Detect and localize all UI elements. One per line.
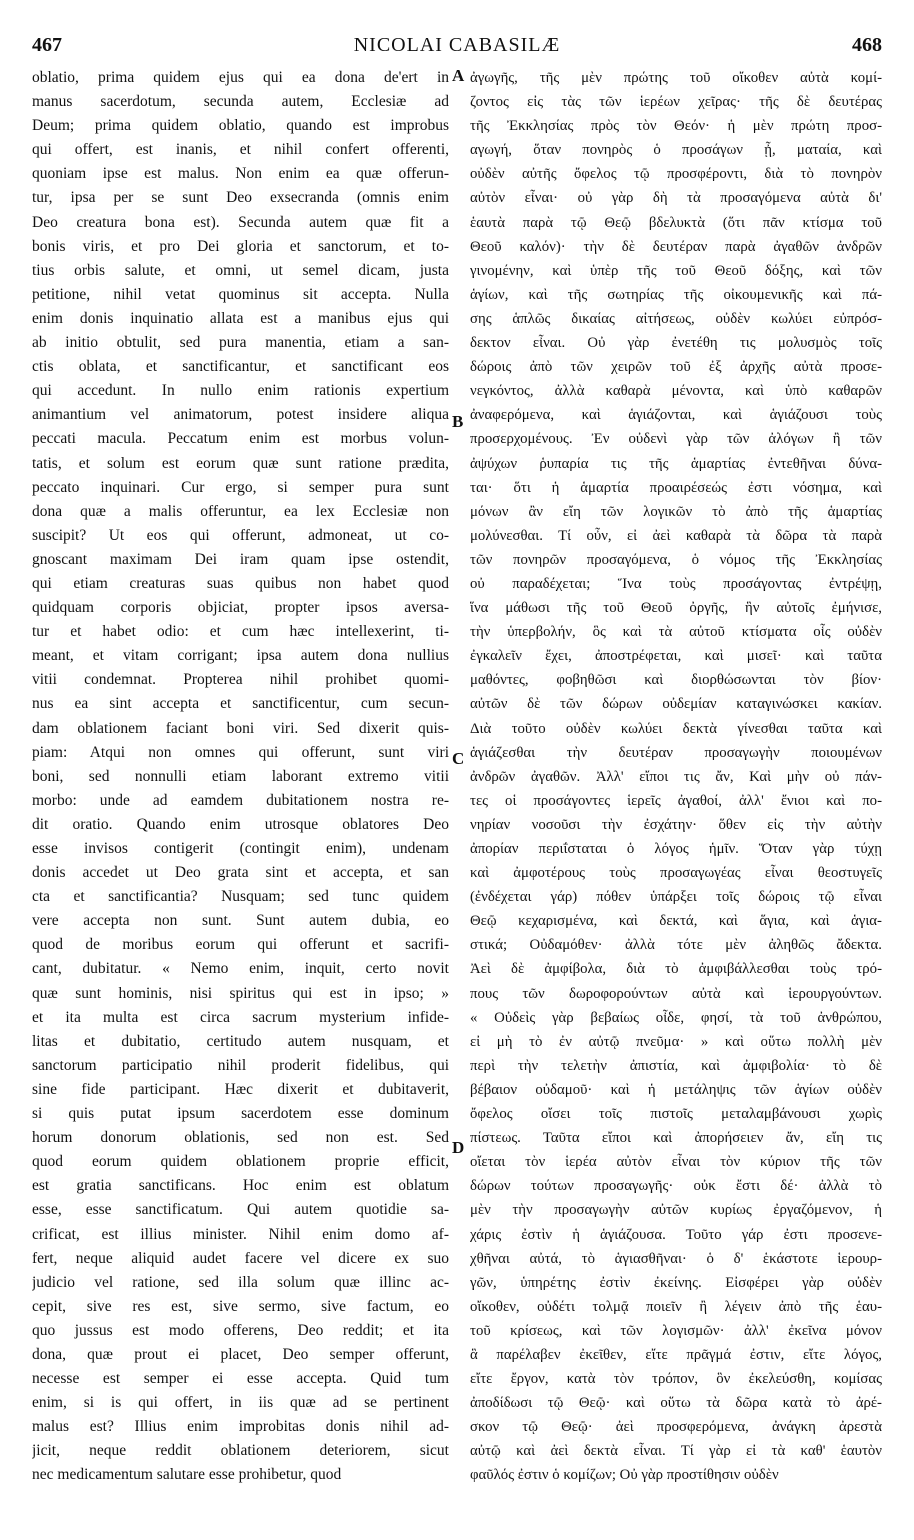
- text-line: vitii condemnat. Propterea nihil prohibet quomi-: [32, 671, 449, 689]
- text-line: oblatio, prima quidem ejus qui ea dona de'ert in: [32, 69, 449, 86]
- text-line: sanctorum participatio nihil proderit fidelibus, qui: [32, 1056, 449, 1074]
- text-line: σης ἁπλῶς δικαίας αἰτήσεως, οὐδὲν κωλύει εὐπρόσ-: [470, 310, 882, 327]
- text-line: νηρίαν νοσοῦσι τὴν ἐσχάτην· ὅθεν εἰς τὴν αὐτὴν: [470, 816, 882, 833]
- text-line: horum donorum oblationis, sed non est. Sed: [32, 1129, 449, 1147]
- greek-column: [470, 66, 882, 1488]
- text-line: ἑαυτὰ παρὰ τῷ Θεῷ βδελυκτὰ (ὅτι πᾶν κτίσμα τοῦ: [470, 214, 882, 231]
- text-line: si quis putat ipsum sacerdotem esse dominum: [32, 1105, 449, 1123]
- text-line: vere accepta non sunt. Sunt autem dubia, eo: [32, 912, 449, 930]
- text-line: ἀγωγῆς, τῆς μὲν πρώτης τοῦ οἴκοθεν αὐτὰ κομί-: [470, 70, 882, 86]
- text-line: ἃ παρέλαβεν ἐκεῖθεν, εἴτε πρᾶγμά ἐστιν, εἴτε λόγος,: [470, 1346, 882, 1363]
- text-line: malus est? Illius enim improbitas donis nihil ad-: [32, 1418, 449, 1436]
- text-line: τοῦ κρίσεως, καὶ τῶν λογισμῶν· ἀλλ' ἐκεῖνα μόνον: [470, 1322, 882, 1339]
- text-line: ζοντος εἰς τὰς τῶν ἱερέων χεῖρας· τῆς δὲ δευτέρας: [470, 94, 882, 111]
- text-line: αγωγή, ὅταν πονηρὸς ὁ προσάγων ᾖ, ματαία, καὶ: [470, 142, 882, 159]
- text-line: αὐτῷ καὶ ἀεὶ δεκτὰ εἶναι. Τί γὰρ εἰ τὰ καθ' ἑαυτὸν: [470, 1443, 882, 1460]
- text-line: τὴν ὑπερβολήν, ὃς καὶ τὰ αὐτοῦ κτίσματα οἷς οὐδὲν: [470, 624, 882, 641]
- text-line: esse invisos contigerit (contingit enim), undenam: [32, 840, 449, 857]
- text-line: quod de moribus eorum qui offerunt et sacrifi-: [32, 936, 449, 954]
- text-line: fert, neque aliquid audet facere vel dicere ex suo: [32, 1249, 449, 1267]
- text-line: nus ea sint accepta et sanctificentur, cum secun-: [32, 695, 449, 713]
- text-line: ἀναφερόμενα, καὶ ἁγιάζονται, καὶ ἁγιάζουσι τοὺς: [470, 407, 882, 424]
- text-line: manus sacerdotum, secunda autem, Ecclesiæ ad: [32, 93, 449, 111]
- text-line: quod eorum quidem oblationem proprie efficit,: [32, 1153, 449, 1171]
- text-line: Deo creatura bona est). Secunda autem quæ fit a: [32, 213, 449, 231]
- text-line: (ἐνδέχεται γάρ) πόθεν ὑπάρξει τοῖς δώροις τῷ εἶναι: [470, 889, 882, 906]
- text-line: cant, dubitatur. « Nemo enim, inquit, certo novit: [32, 960, 449, 978]
- text-line: μὲν τὴν προσαγωγὴν αὐτῶν κυρίως ἐργαζόμενον, ἡ: [470, 1202, 882, 1219]
- text-line: enim donis inquinatio allata est a manibus ejus qui: [32, 309, 449, 327]
- text-line: crificat, est illius minister. Nihil enim domo af-: [32, 1225, 449, 1243]
- text-line: γινομένην, καὶ ὑπὲρ τῆς τοῦ Θεοῦ δόξης, καὶ τῶν: [470, 262, 882, 279]
- text-line: Θεοῦ καλόν)· τὴν δὲ δευτέραν παρὰ ἀγαθῶν ἀνδρῶν: [470, 238, 882, 255]
- text-line: εἴτε ἔργον, κατὰ τὸν τρόπον, ὃν ἐκελεύσθη, κομίσας: [470, 1371, 882, 1388]
- section-marker-b: B: [452, 412, 464, 431]
- text-line: peccati macula. Peccatum enim est morbus volun-: [32, 430, 449, 448]
- running-header: [32, 34, 882, 60]
- text-line: ἁγίων, καὶ τῆς σωτηρίας τῆς οἰκουμενικῆς καὶ πά-: [470, 286, 882, 303]
- text-line: ἀνδρῶν ἀγαθῶν. Ἀλλ' εἴποι τις ἄν, Καὶ μὴν οὐ πάν-: [470, 768, 882, 785]
- running-title: NICOLAI CABASILÆ: [353, 34, 561, 56]
- text-line: dona, quæ prout ei placet, Deo semper offerunt,: [32, 1345, 449, 1363]
- text-line: μόνων ἂν εἴη τῶν λογικῶν τὸ ἀπὸ τῆς ἁμαρτίας: [470, 503, 882, 520]
- text-line: μαθόντες, φοβηθῶσι καὶ διορθώσωνται τὸν βίον·: [470, 672, 882, 689]
- text-line: ὄφελος οἴσει τοῖς πιστοῖς μεταλαμβάνουσι χωρὶς: [470, 1106, 882, 1123]
- text-line: περὶ τὴν τελετὴν ἀπιστία, καὶ ἀμφιβολία· τὸ δὲ: [470, 1057, 882, 1074]
- text-line: πίστεως. Ταῦτα εἴποι καὶ ἀπορήσειεν ἄν, εἴη τις: [470, 1130, 882, 1147]
- text-line: καὶ ἀμφοτέρους τοὺς προσαγωγέας εἶναι θεοστυγεῖς: [470, 865, 882, 882]
- text-line: σκον τῷ Θεῷ· ἀεὶ προσφερόμενα, ἀνάγκη ἀρεστὰ: [470, 1419, 882, 1436]
- text-line: ἁγιάζεσθαι τὴν δευτέραν προσαγωγὴν ποιουμένων: [470, 744, 882, 761]
- text-line: Ἀεὶ δὲ ἀμφίβολα, διὰ τὸ ἀμφιβάλλεσθαι τοὺς τρό-: [470, 961, 882, 978]
- text-line: cta et sanctificantia? Nusquam; sed tunc quidem: [32, 888, 449, 906]
- text-line: στικά; Οὐδαμόθεν· ἀλλὰ τότε μὲν ἀληθῶς ἄδεκτα.: [470, 937, 882, 954]
- page-number-left: 467: [32, 34, 62, 56]
- text-line: προσερχομένους. Ἐν οὐδενὶ γὰρ τῶν ἀλόγων ἢ τῶν: [470, 431, 882, 448]
- text-line: petitione, nihil vetat quominus sit accepta. Nulla: [32, 285, 449, 303]
- section-marker-a: A: [452, 66, 465, 85]
- text-line: ἀποδίδωσι τῷ Θεῷ· καὶ οὕτω τὰ δῶρα κατὰ τὸ ἀρέ-: [470, 1395, 882, 1412]
- text-line: qui accedunt. In nullo enim rationis expertium: [32, 382, 449, 400]
- text-line: enim, si is qui offert, in iis quæ ad se pertinent: [32, 1394, 449, 1412]
- text-line: quidquam corporis objiciat, propter ipsos aversa-: [32, 599, 449, 617]
- text-line: nec medicamentum salutare esse prohibetur, quod: [32, 1466, 342, 1484]
- text-line: τες οἱ προσάγοντες ἱερεῖς ἀγαθοί, ἀλλ' ἔνιοι καὶ πο-: [470, 792, 882, 809]
- section-marker-c: C: [452, 749, 465, 768]
- text-line: qui etiam creaturas suas quibus non habet quod: [32, 574, 449, 592]
- text-line: « Οὐδεὶς γὰρ βεβαίως οἶδε, φησί, τὰ τοῦ ἀνθρώπου,: [470, 1009, 882, 1026]
- text-line: αὐτῶν δὲ τῶν δώρων οὐδεμίαν καταγινώσκει κακίαν.: [470, 696, 882, 713]
- text-line: χάρις ἐστὶν ἡ ἁγιάζουσα. Τοῦτο γάρ ἐστι προσενε-: [470, 1226, 882, 1243]
- text-line: tatis, et solum est eorum quæ sunt ratione prædita,: [32, 454, 449, 472]
- text-line: βέβαιον οὐδαμοῦ· καὶ ἡ μετάληψις τῶν ἁγίων οὐδὲν: [470, 1081, 882, 1098]
- text-line: φαῦλός ἐστιν ὁ κομίζων; Οὐ γὰρ προστίθησιν οὐδὲν: [470, 1467, 779, 1484]
- text-line: δώρων τούτων προσαγωγῆς· οὐκ ἔστι δέ· ἀλλὰ τὸ: [470, 1178, 882, 1195]
- text-line: Θεῷ κεχαρισμένα, καὶ δεκτά, καὶ ἅγια, καὶ ἁγια-: [470, 913, 882, 930]
- text-line: litas et dubitatio, certitudo autem nusquam, et: [32, 1032, 449, 1050]
- text-line: tur, ipsa per se sunt Deo exsecranda (omnis enim: [32, 189, 449, 207]
- text-line: οἴκοθεν, οὐδέτι τολμᾷ ποιεῖν ἢ λέγειν ἀπὸ τῆς ἑαυ-: [470, 1298, 882, 1315]
- text-line: ctis oblata, et sanctificantur, et sanctificant eos: [32, 358, 449, 376]
- latin-column: [32, 66, 449, 1488]
- text-line: qui offert, est inanis, et nihil confert offerenti,: [32, 141, 449, 159]
- text-line: donis accedet ut Deo grata sint et accepta, et san: [32, 864, 449, 882]
- text-line: necesse est semper ei esse accepta. Quid tum: [32, 1370, 449, 1388]
- text-line: εἰ μὴ τὸ ἐν αὐτῷ πνεῦμα· » καὶ οὕτω πολλὴ μὲν: [470, 1033, 882, 1050]
- text-line: judicio vel ratione, sed illa solum quæ illinc ac-: [32, 1273, 449, 1291]
- text-line: οὐ παραδέχεται; Ἵνα τοὺς προσάγοντας ἐντρέψῃ,: [470, 575, 882, 592]
- text-line: tius orbis salute, et omni, ut semel dicam, justa: [32, 261, 449, 279]
- text-line: ἀπορίαν περιΐσταται ὁ λόγος ἡμῖν. Ὅταν γὰρ τύχῃ: [470, 841, 882, 857]
- text-line: ἵνα μάθωσι τῆς τοῦ Θεοῦ ὀργῆς, ἣν αὐτοῖς ἐμήνισε,: [470, 600, 882, 617]
- text-line: boni, sed nonnulli etiam laborant extremo vitii: [32, 767, 449, 785]
- text-line: esse, esse sanctificatum. Qui autem quotidie sa-: [32, 1201, 449, 1219]
- text-line: dam oblationem faciant boni viri. Sed dixerit quis-: [32, 719, 449, 737]
- text-line: quoniam ipse est malus. Non enim ea quæ offerun-: [32, 165, 449, 183]
- text-line: ται· ὅτι ἡ ἁμαρτία προαιρέσεώς ἐστι νόσημα, καὶ: [470, 479, 882, 496]
- section-marker-d: D: [452, 1138, 465, 1157]
- text-line: jicit, neque reddit oblationem deteriorem, sicut: [32, 1442, 449, 1460]
- text-line: morbo: unde ad eamdem dubitationem nostra re-: [32, 791, 449, 809]
- text-line: τῆς Ἐκκλησίας πρὸς τὸν Θεόν· ἡ μὲν πρώτη προσ-: [470, 118, 882, 135]
- text-line: animantium vel animatorum, potest insidere aliqua: [32, 406, 449, 424]
- text-line: δεκτον εἶναι. Οὐ γὰρ ἐνετέθη τις μολυσμὸς τοῖς: [470, 335, 882, 352]
- text-line: dit oratio. Quando enim utrosque oblatores Deo: [32, 815, 449, 833]
- text-line: cepit, sive res est, sive sermo, sive factum, eo: [32, 1297, 449, 1315]
- text-line: quæ sunt hominis, nisi spiritus qui est in ipso; »: [32, 984, 449, 1002]
- text-line: meant, et vitam corrigant; ipsa autem dona nullius: [32, 647, 449, 665]
- text-line: μολύνεσθαι. Τί οὖν, εἰ ἀεὶ καθαρὰ τὰ δῶρα τὰ παρὰ: [470, 527, 882, 544]
- text-line: peccato inquinari. Cur ergo, si semper pura sunt: [32, 478, 449, 496]
- text-line: bonis viris, et pro Dei gloria et sanctorum, et to-: [32, 237, 449, 255]
- text-line: est gratia sanctificans. Hoc enim est oblatum: [32, 1177, 449, 1195]
- text-line: ἐγκαλεῖν ἔχει, ἀποστρέφεται, καὶ μισεῖ· καὶ ταῦτα: [470, 648, 882, 665]
- text-line: οὐδὲν αὐτῆς ὄφελος τῷ προσφέροντι, διὰ τὸ πονηρὸν: [470, 166, 882, 183]
- text-line: Διὰ τοῦτο οὐδὲν κωλύει δεκτὰ γίνεσθαι ταῦτα καὶ: [470, 720, 882, 737]
- page-number-right: 468: [852, 34, 882, 56]
- text-line: Deum; prima quidem oblatio, quando est improbus: [32, 117, 449, 135]
- text-line: et ita multa est circa sacrum mysterium infide-: [32, 1008, 449, 1026]
- text-line: πους τῶν δωροφορούντων αὐτὰ καὶ ἱερουργούντων.: [470, 985, 882, 1002]
- text-line: dona quæ a malis offeruntur, ea lex Ecclesiæ non: [32, 502, 449, 520]
- text-line: gnoscant maximam Dei iram quam ipse ostendit,: [32, 550, 449, 568]
- text-line: γῶν, ὑπηρέτης ἐστὶν ἐκείνης. Εἰσφέρει γὰρ οὐδὲν: [470, 1274, 882, 1291]
- text-line: δώροις ἀπὸ τῶν χειρῶν τοῦ ἐξ ἀρχῆς αὐτὰ προσε-: [470, 359, 882, 376]
- text-line: quo jussus est modo offerens, Deo reddit; et ita: [32, 1321, 449, 1339]
- text-line: οἴεται τὸν ἱερέα αὐτὸν εἶναι τὸν κύριον τῆς τῶν: [470, 1154, 882, 1171]
- text-line: αὐτὸν εἶναι· οὐ γὰρ δὴ τὰ προσαγόμενα αὐτὰ δι': [470, 190, 882, 207]
- text-line: χθῆναι αὐτά, τὸ ἁγιασθῆναι· ὁ δ' ἑκάστοτε ἱερουρ-: [470, 1250, 882, 1267]
- text-line: τῶν πονηρῶν προσαγόμενα, ὁ νόμος τῆς Ἐκκλησίας: [470, 551, 882, 568]
- text-line: νεγκόντος, ἀλλὰ καθαρὰ μένοντα, καὶ ὑπὸ καθαρῶν: [470, 383, 882, 400]
- text-line: sine fide participant. Hæc dixerit et dubitaverit,: [32, 1080, 449, 1098]
- text-line: piam: Atqui non omnes qui offerunt, sunt viri: [32, 743, 449, 761]
- text-line: tur et habet odio: et cum hæc intellexerint, ti-: [32, 623, 449, 641]
- text-line: ἀψύχων ῥυπαρία τις τῆς ἁμαρτίας ἐντεθῆναι δύνα-: [470, 455, 882, 472]
- text-line: suscipit? Ut eos qui offerunt, admoneat, ut co-: [32, 526, 449, 544]
- text-line: ab initio obtulit, sed pura manentia, etiam a san-: [32, 334, 449, 352]
